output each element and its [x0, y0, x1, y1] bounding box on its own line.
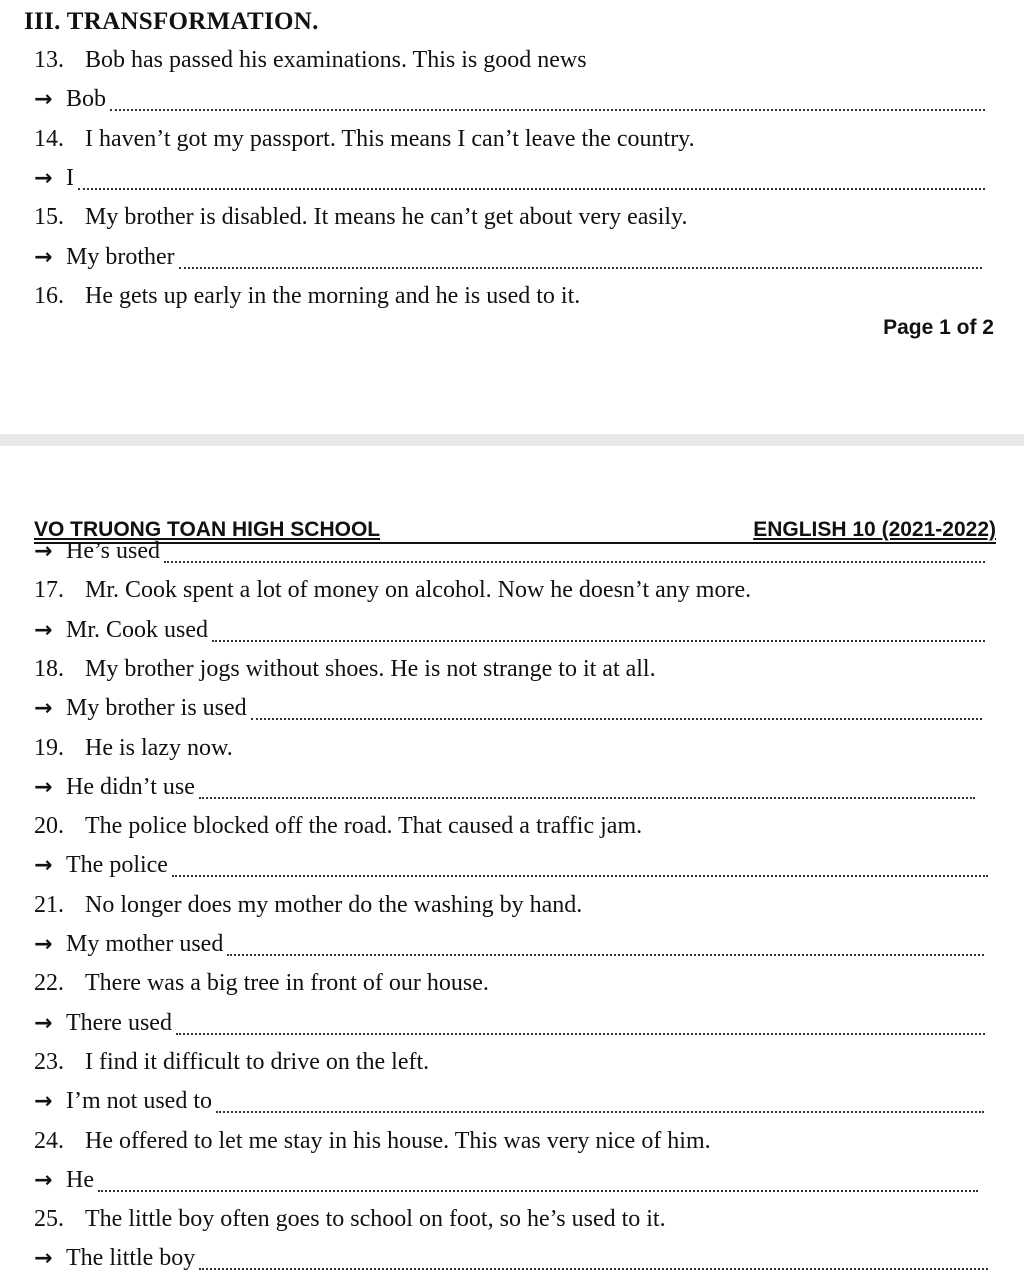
answer-prompt: He’s used — [66, 538, 160, 564]
question-text: The police blocked off the road. That caused a traffic jam. — [85, 813, 643, 840]
answer-line — [34, 165, 985, 199]
question-number: 14. — [34, 125, 64, 152]
answer-line — [34, 1167, 978, 1201]
answer-prompt: I — [66, 164, 74, 191]
question-item — [34, 656, 656, 690]
answer-blank[interactable] — [179, 267, 982, 269]
arrow-icon: → — [34, 244, 53, 270]
question-text: There was a big tree in front of our house. — [85, 970, 489, 997]
answer-prompt: He didn’t use — [66, 773, 195, 800]
question-item — [34, 47, 587, 81]
answer-blank[interactable] — [216, 1111, 984, 1113]
answer-blank[interactable] — [227, 954, 984, 956]
question-item — [34, 204, 688, 238]
answer-blank[interactable] — [251, 718, 982, 720]
question-item — [34, 813, 642, 847]
arrow-icon: → — [34, 853, 53, 879]
arrow-icon: → — [34, 1246, 53, 1272]
answer-line — [34, 1010, 985, 1044]
answer-line — [34, 931, 984, 965]
answer-blank[interactable] — [98, 1190, 978, 1192]
question-item — [34, 1049, 429, 1083]
arrow-icon: → — [34, 774, 53, 800]
page-number-footer: Page 1 of 2 — [883, 316, 994, 339]
arrow-icon: → — [34, 932, 53, 957]
question-text: I find it difficult to drive on the left. — [85, 1048, 430, 1075]
question-text: He is lazy now. — [85, 734, 233, 761]
arrow-icon: → — [34, 696, 53, 722]
question-text: My brother is disabled. It means he can’t get about very easily. — [85, 204, 688, 231]
question-number: 19. — [34, 734, 64, 761]
question-item — [34, 892, 582, 926]
answer-blank[interactable] — [212, 640, 985, 642]
answer-blank[interactable] — [176, 1033, 985, 1035]
question-number: 23. — [34, 1048, 64, 1075]
question-number: 21. — [34, 891, 64, 918]
answer-blank[interactable] — [172, 875, 988, 877]
question-item — [34, 1206, 666, 1240]
answer-prompt: Mr. Cook used — [66, 616, 209, 643]
answer-prompt: I’m not used to — [66, 1088, 212, 1115]
arrow-icon: → — [34, 617, 53, 643]
answer-prompt: My brother — [66, 243, 175, 270]
arrow-icon: → — [34, 1010, 53, 1036]
answer-prompt: The little boy — [66, 1245, 196, 1272]
arrow-icon: → — [34, 1167, 53, 1193]
answer-line — [34, 1088, 984, 1122]
answer-line — [34, 774, 975, 808]
arrow-icon: → — [34, 87, 53, 113]
answer-prompt: My mother used — [66, 931, 224, 957]
question-number: 24. — [34, 1127, 64, 1154]
question-number: 13. — [34, 47, 64, 73]
question-text: I haven’t got my passport. This means I can’t leave the country. — [85, 125, 695, 152]
worksheet-page-1 — [0, 0, 1024, 434]
question-number: 16. — [34, 282, 64, 309]
question-text: My brother jogs without shoes. He is not strange to it at all. — [85, 655, 656, 682]
answer-line — [34, 86, 985, 120]
question-text: The little boy often goes to school on foot, so he’s used to it. — [85, 1206, 666, 1233]
answer-prompt: The police — [66, 852, 168, 879]
answer-line — [34, 852, 988, 886]
answer-blank[interactable] — [78, 188, 985, 190]
answer-prompt: He — [66, 1166, 94, 1193]
question-text: Mr. Cook spent a lot of money on alcohol. Now he doesn’t any more. — [85, 577, 752, 604]
answer-prompt: Bob — [66, 86, 107, 113]
question-number: 20. — [34, 813, 64, 840]
question-item — [34, 970, 489, 1004]
answer-blank[interactable] — [164, 561, 985, 563]
question-number: 18. — [34, 655, 64, 682]
question-text: Bob has passed his examinations. This is good news — [85, 47, 587, 73]
question-item — [34, 126, 695, 160]
question-number: 17. — [34, 577, 64, 604]
answer-prompt: There used — [66, 1009, 172, 1036]
answer-line — [34, 695, 982, 729]
school-name: VO TRUONG TOAN HIGH SCHOOL — [34, 518, 381, 541]
question-item — [34, 283, 580, 317]
answer-line — [34, 538, 985, 572]
question-item — [34, 735, 233, 769]
subject-title: ENGLISH 10 (2021-2022) — [753, 518, 996, 541]
answer-blank[interactable] — [199, 797, 975, 799]
arrow-icon: → — [34, 539, 53, 564]
question-item — [34, 577, 751, 611]
answer-blank[interactable] — [199, 1268, 988, 1270]
section-title: III. TRANSFORMATION. — [24, 8, 319, 35]
question-text: He offered to let me stay in his house. This was very nice of him. — [85, 1127, 711, 1154]
question-number: 22. — [34, 970, 64, 997]
arrow-icon: → — [34, 165, 53, 191]
question-item — [34, 1128, 711, 1162]
answer-prompt: My brother is used — [66, 695, 247, 722]
page-separator — [0, 434, 1024, 446]
arrow-icon: → — [34, 1089, 53, 1115]
worksheet-page-2 — [0, 446, 1024, 1280]
question-text: He gets up early in the morning and he is used to it. — [85, 282, 581, 309]
answer-line — [34, 244, 982, 278]
answer-line — [34, 1245, 988, 1279]
question-number: 15. — [34, 204, 64, 231]
answer-blank[interactable] — [110, 109, 985, 111]
answer-line — [34, 617, 985, 651]
question-number: 25. — [34, 1206, 64, 1233]
question-text: No longer does my mother do the washing by hand. — [85, 891, 583, 918]
